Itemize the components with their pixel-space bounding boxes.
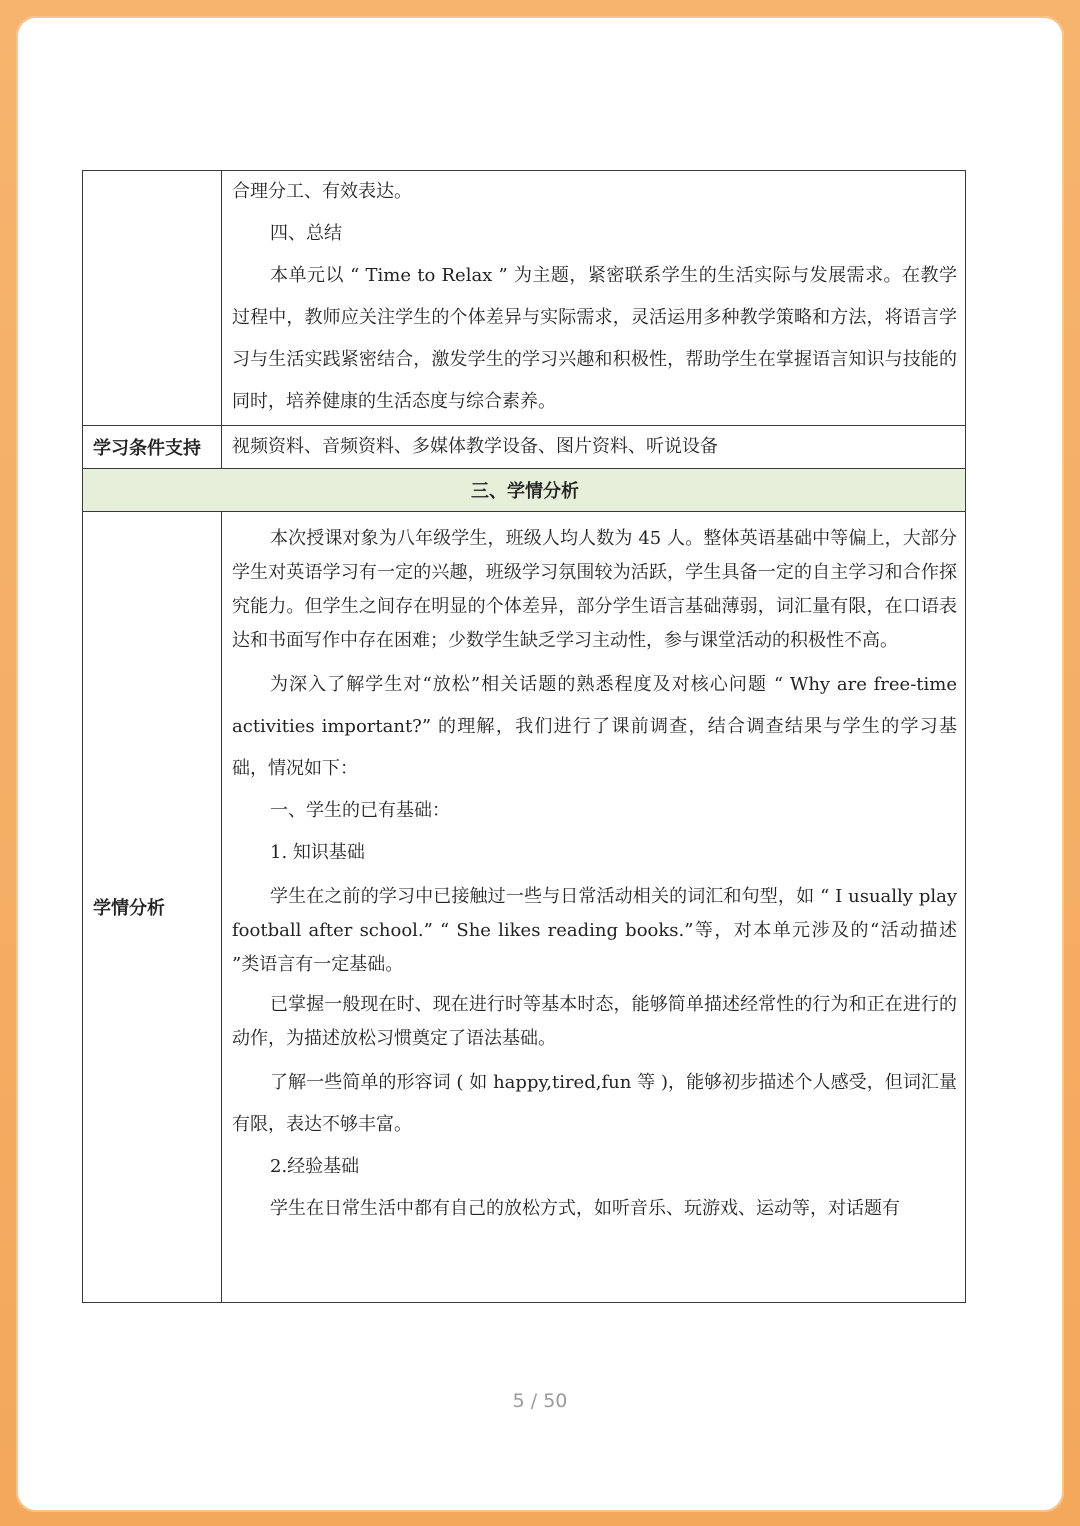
learner-analysis-label: 学情分析 [83,512,222,1303]
learning-support-label: 学习条件支持 [83,426,222,469]
table-row-learning-support [83,426,966,469]
learner-analysis-para-6: 学生在日常生活中都有自己的放松方式，如听音乐、玩游戏、运动等，对话题有 [270,1198,900,1219]
learner-analysis-para-2: 为深入了解学生对“放松”相关话题的熟悉程度及对核心问题 “ Why are free-time activities important?” 的理解，我们进行了课前调查，结合调查结果与学生的学习基础，情况如下： [232,674,957,779]
table-row-summary [83,171,966,426]
lesson-plan-table [82,170,966,1303]
learner-analysis-subheading-1: 1. 知识基础 [270,842,365,863]
learner-analysis-para-4: 已掌握一般现在时、现在进行时等基本时态，能够简单描述经常性的行为和正在进行的动作，为描述放松习惯奠定了语法基础。 [232,994,957,1049]
learner-analysis-para-5: 了解一些简单的形容词 ( 如 happy,tired,fun 等 )，能够初步描述个人感受，但词汇量有限，表达不够丰富。 [232,1072,957,1135]
summary-heading: 四、总结 [270,223,342,244]
row-label-empty [83,171,222,426]
learner-analysis-cell [222,512,966,1303]
summary-cell [222,171,966,426]
section-header: 三、学情分析 [83,469,966,512]
learner-analysis-para-3: 学生在之前的学习中已接触过一些与日常活动相关的词汇和句型，如 “ I usually play football after school.” “ She likes reading books.”等，对本单元涉及的“活动描述 ”类语言有一定基础。 [232,886,957,975]
table-row-section-header [83,469,966,512]
learner-analysis-para-1: 本次授课对象为八年级学生，班级人均人数为 45 人。整体英语基础中等偏上，大部分学生对英语学习有一定的兴趣，班级学习氛围较为活跃，学生具备一定的自主学习和合作探究能力。但学生之间存在明显的个体差异，部分学生语言基础薄弱，词汇量有限，在口语表达和书面写作中存在困难；少数学生缺乏学习主动性，参与课堂活动的积极性不高。 [232,528,957,651]
page-number: 5 / 50 [512,1390,568,1412]
table-row-learner-analysis [83,512,966,1303]
learner-analysis-heading-1: 一、学生的已有基础： [270,800,450,821]
learner-analysis-subheading-2: 2.经验基础 [270,1156,360,1177]
summary-text-1: 合理分工、有效表达。 [232,181,412,202]
learning-support-text: 视频资料、音频资料、多媒体教学设备、图片资料、听说设备 [232,436,718,457]
learning-support-cell [222,426,966,469]
summary-text-2: 本单元以 “ Time to Relax ” 为主题，紧密联系学生的生活实际与发展需求。在教学过程中，教师应关注学生的个体差异与实际需求，灵活运用多种教学策略和方法，将语言学习与生活实践紧密结合，激发学生的学习兴趣和积极性，帮助学生在掌握语言知识与技能的同时，培养健康的生活态度与综合素养。 [232,265,957,412]
